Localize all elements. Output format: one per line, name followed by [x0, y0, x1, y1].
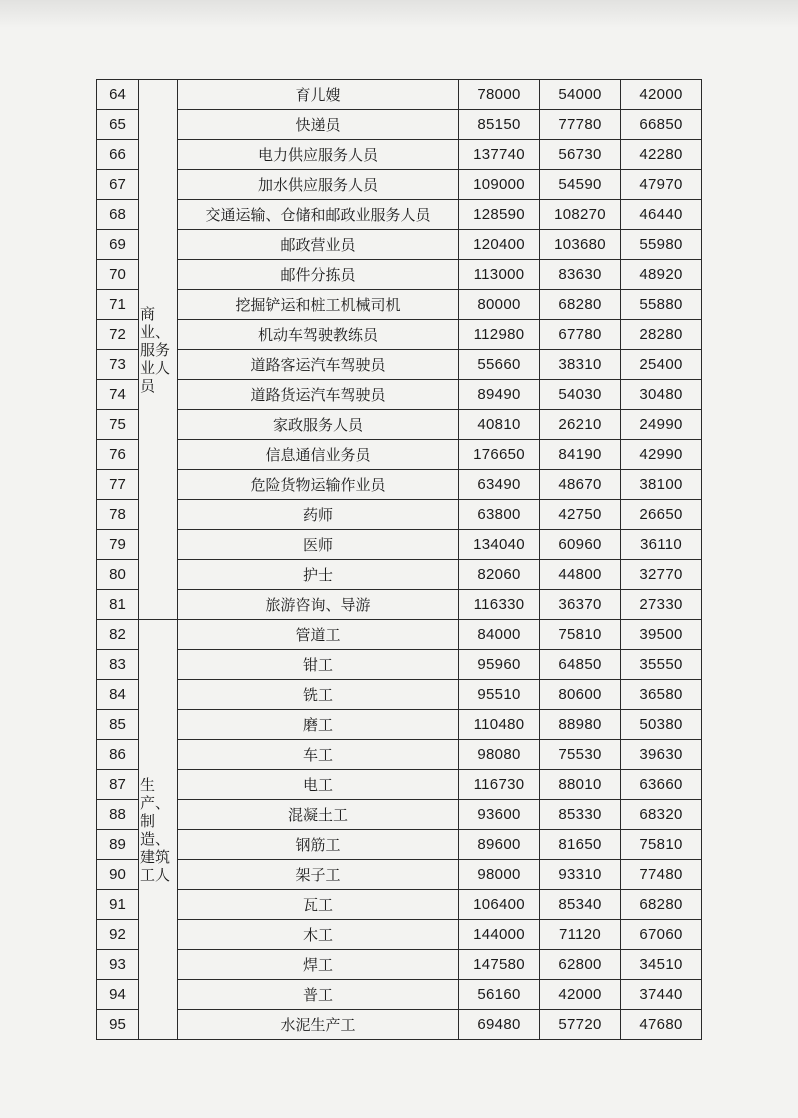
wage-median: 80600 — [540, 680, 621, 710]
row-number: 69 — [97, 230, 139, 260]
wage-low: 46440 — [621, 200, 702, 230]
wage-high: 89600 — [459, 830, 540, 860]
wage-high: 144000 — [459, 920, 540, 950]
category-label: 生产、制造、建筑工人 — [140, 775, 171, 884]
wage-high: 85150 — [459, 110, 540, 140]
table-row — [97, 170, 702, 200]
job-title: 水泥生产工 — [178, 1010, 459, 1040]
wage-median: 48670 — [540, 470, 621, 500]
row-number: 90 — [97, 860, 139, 890]
job-title: 邮件分拣员 — [178, 260, 459, 290]
wage-low: 25400 — [621, 350, 702, 380]
wage-high: 116330 — [459, 590, 540, 620]
job-title: 危险货物运输作业员 — [178, 470, 459, 500]
wage-median: 88010 — [540, 770, 621, 800]
job-title: 挖掘铲运和桩工机械司机 — [178, 290, 459, 320]
wage-low: 30480 — [621, 380, 702, 410]
job-title: 快递员 — [178, 110, 459, 140]
table-row — [97, 650, 702, 680]
table-row — [97, 440, 702, 470]
wage-high: 63800 — [459, 500, 540, 530]
job-title: 旅游咨询、导游 — [178, 590, 459, 620]
table-row — [97, 1010, 702, 1040]
table-row — [97, 590, 702, 620]
table-row — [97, 140, 702, 170]
wage-median: 71120 — [540, 920, 621, 950]
job-title: 交通运输、仓储和邮政业服务人员 — [178, 200, 459, 230]
wage-low: 77480 — [621, 860, 702, 890]
wage-low: 75810 — [621, 830, 702, 860]
wage-median: 64850 — [540, 650, 621, 680]
table-row — [97, 350, 702, 380]
row-number: 75 — [97, 410, 139, 440]
row-number: 80 — [97, 560, 139, 590]
wage-median: 60960 — [540, 530, 621, 560]
wage-high: 134040 — [459, 530, 540, 560]
table-row — [97, 740, 702, 770]
table-row — [97, 260, 702, 290]
job-title: 焊工 — [178, 950, 459, 980]
table-row — [97, 800, 702, 830]
wage-low: 55880 — [621, 290, 702, 320]
table-row — [97, 680, 702, 710]
wage-low: 42280 — [621, 140, 702, 170]
job-title: 医师 — [178, 530, 459, 560]
table-row — [97, 920, 702, 950]
row-number: 68 — [97, 200, 139, 230]
job-title: 道路客运汽车驾驶员 — [178, 350, 459, 380]
row-number: 65 — [97, 110, 139, 140]
wage-low: 68280 — [621, 890, 702, 920]
wage-low: 28280 — [621, 320, 702, 350]
table-row — [97, 230, 702, 260]
wage-high: 40810 — [459, 410, 540, 440]
wage-high: 113000 — [459, 260, 540, 290]
wage-median: 38310 — [540, 350, 621, 380]
table-row — [97, 80, 702, 110]
wage-low: 47970 — [621, 170, 702, 200]
row-number: 66 — [97, 140, 139, 170]
table-row — [97, 710, 702, 740]
table-row — [97, 620, 702, 650]
wage-low: 26650 — [621, 500, 702, 530]
wage-low: 47680 — [621, 1010, 702, 1040]
wage-low: 42990 — [621, 440, 702, 470]
wage-median: 68280 — [540, 290, 621, 320]
job-title: 钢筋工 — [178, 830, 459, 860]
wage-median: 54590 — [540, 170, 621, 200]
wage-low: 66850 — [621, 110, 702, 140]
wage-low: 38100 — [621, 470, 702, 500]
job-title: 混凝土工 — [178, 800, 459, 830]
table-row — [97, 320, 702, 350]
table-row — [97, 530, 702, 560]
row-number: 82 — [97, 620, 139, 650]
table-row — [97, 830, 702, 860]
wage-low: 42000 — [621, 80, 702, 110]
wage-low: 50380 — [621, 710, 702, 740]
row-number: 74 — [97, 380, 139, 410]
wage-median: 108270 — [540, 200, 621, 230]
wage-median: 85330 — [540, 800, 621, 830]
row-number: 95 — [97, 1010, 139, 1040]
row-number: 64 — [97, 80, 139, 110]
category-cell — [139, 620, 178, 1040]
wage-high: 63490 — [459, 470, 540, 500]
wage-high: 84000 — [459, 620, 540, 650]
row-number: 81 — [97, 590, 139, 620]
row-number: 86 — [97, 740, 139, 770]
wage-median: 36370 — [540, 590, 621, 620]
row-number: 78 — [97, 500, 139, 530]
job-title: 机动车驾驶教练员 — [178, 320, 459, 350]
wage-median: 42750 — [540, 500, 621, 530]
wage-high: 95960 — [459, 650, 540, 680]
row-number: 72 — [97, 320, 139, 350]
table-row — [97, 380, 702, 410]
job-title: 车工 — [178, 740, 459, 770]
wage-low: 35550 — [621, 650, 702, 680]
job-title: 育儿嫂 — [178, 80, 459, 110]
wage-high: 56160 — [459, 980, 540, 1010]
wage-high: 98000 — [459, 860, 540, 890]
job-title: 磨工 — [178, 710, 459, 740]
job-title: 电力供应服务人员 — [178, 140, 459, 170]
job-title: 电工 — [178, 770, 459, 800]
wage-low: 37440 — [621, 980, 702, 1010]
job-title: 管道工 — [178, 620, 459, 650]
row-number: 93 — [97, 950, 139, 980]
wage-low: 67060 — [621, 920, 702, 950]
wage-median: 67780 — [540, 320, 621, 350]
table-row — [97, 890, 702, 920]
wage-table-body — [97, 80, 702, 1040]
wage-high: 93600 — [459, 800, 540, 830]
job-title: 铣工 — [178, 680, 459, 710]
wage-median: 62800 — [540, 950, 621, 980]
wage-low: 32770 — [621, 560, 702, 590]
wage-low: 39630 — [621, 740, 702, 770]
row-number: 92 — [97, 920, 139, 950]
row-number: 71 — [97, 290, 139, 320]
job-title: 瓦工 — [178, 890, 459, 920]
job-title: 架子工 — [178, 860, 459, 890]
wage-median: 56730 — [540, 140, 621, 170]
table-row — [97, 500, 702, 530]
wage-low: 55980 — [621, 230, 702, 260]
wage-high: 106400 — [459, 890, 540, 920]
wage-median: 103680 — [540, 230, 621, 260]
wage-median: 93310 — [540, 860, 621, 890]
wage-high: 116730 — [459, 770, 540, 800]
wage-median: 54030 — [540, 380, 621, 410]
wage-high: 78000 — [459, 80, 540, 110]
wage-median: 75810 — [540, 620, 621, 650]
category-cell — [139, 80, 178, 620]
row-number: 89 — [97, 830, 139, 860]
table-row — [97, 110, 702, 140]
job-title: 普工 — [178, 980, 459, 1010]
wage-high: 110480 — [459, 710, 540, 740]
wage-low: 36580 — [621, 680, 702, 710]
wage-high: 128590 — [459, 200, 540, 230]
job-title: 邮政营业员 — [178, 230, 459, 260]
wage-median: 83630 — [540, 260, 621, 290]
wage-high: 95510 — [459, 680, 540, 710]
row-number: 91 — [97, 890, 139, 920]
wage-median: 57720 — [540, 1010, 621, 1040]
wage-median: 77780 — [540, 110, 621, 140]
row-number: 73 — [97, 350, 139, 380]
wage-low: 27330 — [621, 590, 702, 620]
wage-high: 176650 — [459, 440, 540, 470]
wage-table — [96, 79, 702, 1040]
wage-low: 24990 — [621, 410, 702, 440]
wage-high: 82060 — [459, 560, 540, 590]
wage-median: 44800 — [540, 560, 621, 590]
row-number: 79 — [97, 530, 139, 560]
row-number: 67 — [97, 170, 139, 200]
row-number: 94 — [97, 980, 139, 1010]
table-row — [97, 200, 702, 230]
row-number: 87 — [97, 770, 139, 800]
wage-high: 109000 — [459, 170, 540, 200]
wage-low: 36110 — [621, 530, 702, 560]
wage-low: 68320 — [621, 800, 702, 830]
category-label: 商业、服务业人员 — [140, 304, 171, 395]
row-number: 70 — [97, 260, 139, 290]
table-row — [97, 560, 702, 590]
wage-high: 80000 — [459, 290, 540, 320]
table-row — [97, 980, 702, 1010]
wage-high: 112980 — [459, 320, 540, 350]
job-title: 木工 — [178, 920, 459, 950]
row-number: 83 — [97, 650, 139, 680]
wage-median: 88980 — [540, 710, 621, 740]
wage-median: 85340 — [540, 890, 621, 920]
table-row — [97, 950, 702, 980]
wage-high: 147580 — [459, 950, 540, 980]
job-title: 护士 — [178, 560, 459, 590]
wage-high: 89490 — [459, 380, 540, 410]
wage-low: 39500 — [621, 620, 702, 650]
job-title: 道路货运汽车驾驶员 — [178, 380, 459, 410]
wage-median: 54000 — [540, 80, 621, 110]
wage-high: 137740 — [459, 140, 540, 170]
job-title: 加水供应服务人员 — [178, 170, 459, 200]
row-number: 84 — [97, 680, 139, 710]
wage-median: 84190 — [540, 440, 621, 470]
wage-high: 98080 — [459, 740, 540, 770]
row-number: 77 — [97, 470, 139, 500]
wage-low: 48920 — [621, 260, 702, 290]
wage-high: 55660 — [459, 350, 540, 380]
job-title: 信息通信业务员 — [178, 440, 459, 470]
wage-low: 34510 — [621, 950, 702, 980]
wage-high: 69480 — [459, 1010, 540, 1040]
wage-median: 75530 — [540, 740, 621, 770]
job-title: 家政服务人员 — [178, 410, 459, 440]
job-title: 药师 — [178, 500, 459, 530]
table-row — [97, 770, 702, 800]
wage-high: 120400 — [459, 230, 540, 260]
row-number: 88 — [97, 800, 139, 830]
wage-median: 42000 — [540, 980, 621, 1010]
job-title: 钳工 — [178, 650, 459, 680]
wage-median: 81650 — [540, 830, 621, 860]
wage-low: 63660 — [621, 770, 702, 800]
row-number: 76 — [97, 440, 139, 470]
wage-median: 26210 — [540, 410, 621, 440]
table-row — [97, 470, 702, 500]
table-row — [97, 860, 702, 890]
table-row — [97, 290, 702, 320]
row-number: 85 — [97, 710, 139, 740]
table-row — [97, 410, 702, 440]
